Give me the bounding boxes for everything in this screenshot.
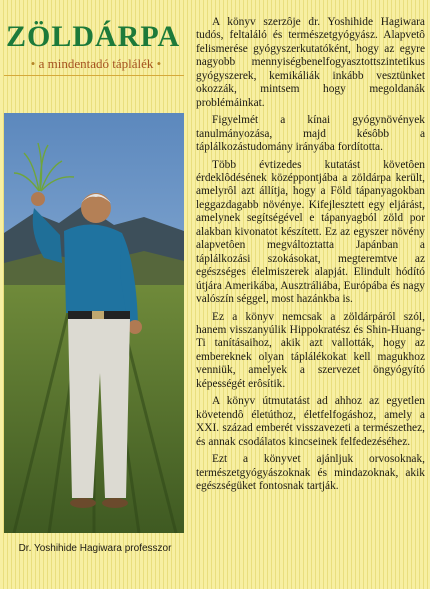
paragraph: Ez a könyv nemcsak a zöldárpáról szól, hanem visszanyúlik Hippokratész és Shin-Huang-Ti tanításaihoz, akik azt vallották, hogy az embereknek olyan táplálékokat kell magukhoz venniük, amelyek a szervezet öngyógyító képességét erôsítik. [196,310,425,390]
bullet-right-icon: • [156,56,162,71]
cover-column [0,0,190,589]
book-title: ZÖLDÁRPA [6,20,181,53]
title-divider [4,75,184,76]
photo-caption: Dr. Yoshihide Hagiwara professzor [18,543,172,554]
paragraph: A könyv szerzôje dr. Yoshihide Hagiwara tudós, feltaláló és természetgyógyász. Alapvetô felismerése gyógyszerkutatóként, hogy az egyre nagyobb mennyiségbenelfogyasztottszintetikus gyógyszerek, kemikáliák inkább vesztünket okozzák, mintsem hogy megoldanák problémáinkat. [196,16,425,109]
paragraph: A könyv útmutatást ad ahhoz az egyetlen követendô életúthoz, életfelfogáshoz, amely a XXI. század emberét visszavezeti a természethez, és annak csodálatos kincseinek felfedezéséhez. [196,395,425,448]
book-subtitle-text: a mindentadó táplálék [38,56,154,71]
paragraph: Figyelmét a kínai gyógynövények tanulmányozása, majd késôbb a táplálkozástudomány irányába fordította. [196,114,425,154]
book-subtitle [6,56,186,72]
bullet-left-icon: • [30,56,36,71]
paragraph: Több évtizedes kutatást követôen érdeklôdésének középpontjába a zöldárpa került, amelyrôl azt állítja, hogy a Föld tápanyagokban leggazdagabb növénye. Kifejlesztett egy eljárást, amelynek segítségével e tápanyagból zöld por alakban kivonatot készített. Ez az egyszer növény alapvetôen megváltoztatta Japánban a táplálkozási szokásokat, megteremtve az egészséges élelmiszerek alapját. Elindult hódító útjára Amerikába, Ausztráliába, Európába és nagy valószín séggel, most hazánkba is. [196,158,425,306]
author-photo [4,113,184,533]
paragraph: Ezt a könyvet ajánljuk orvosoknak, természetgyógyászoknak és mindazoknak, akik egészségüket fontosnak tartják. [196,453,425,492]
article-body [196,16,425,497]
